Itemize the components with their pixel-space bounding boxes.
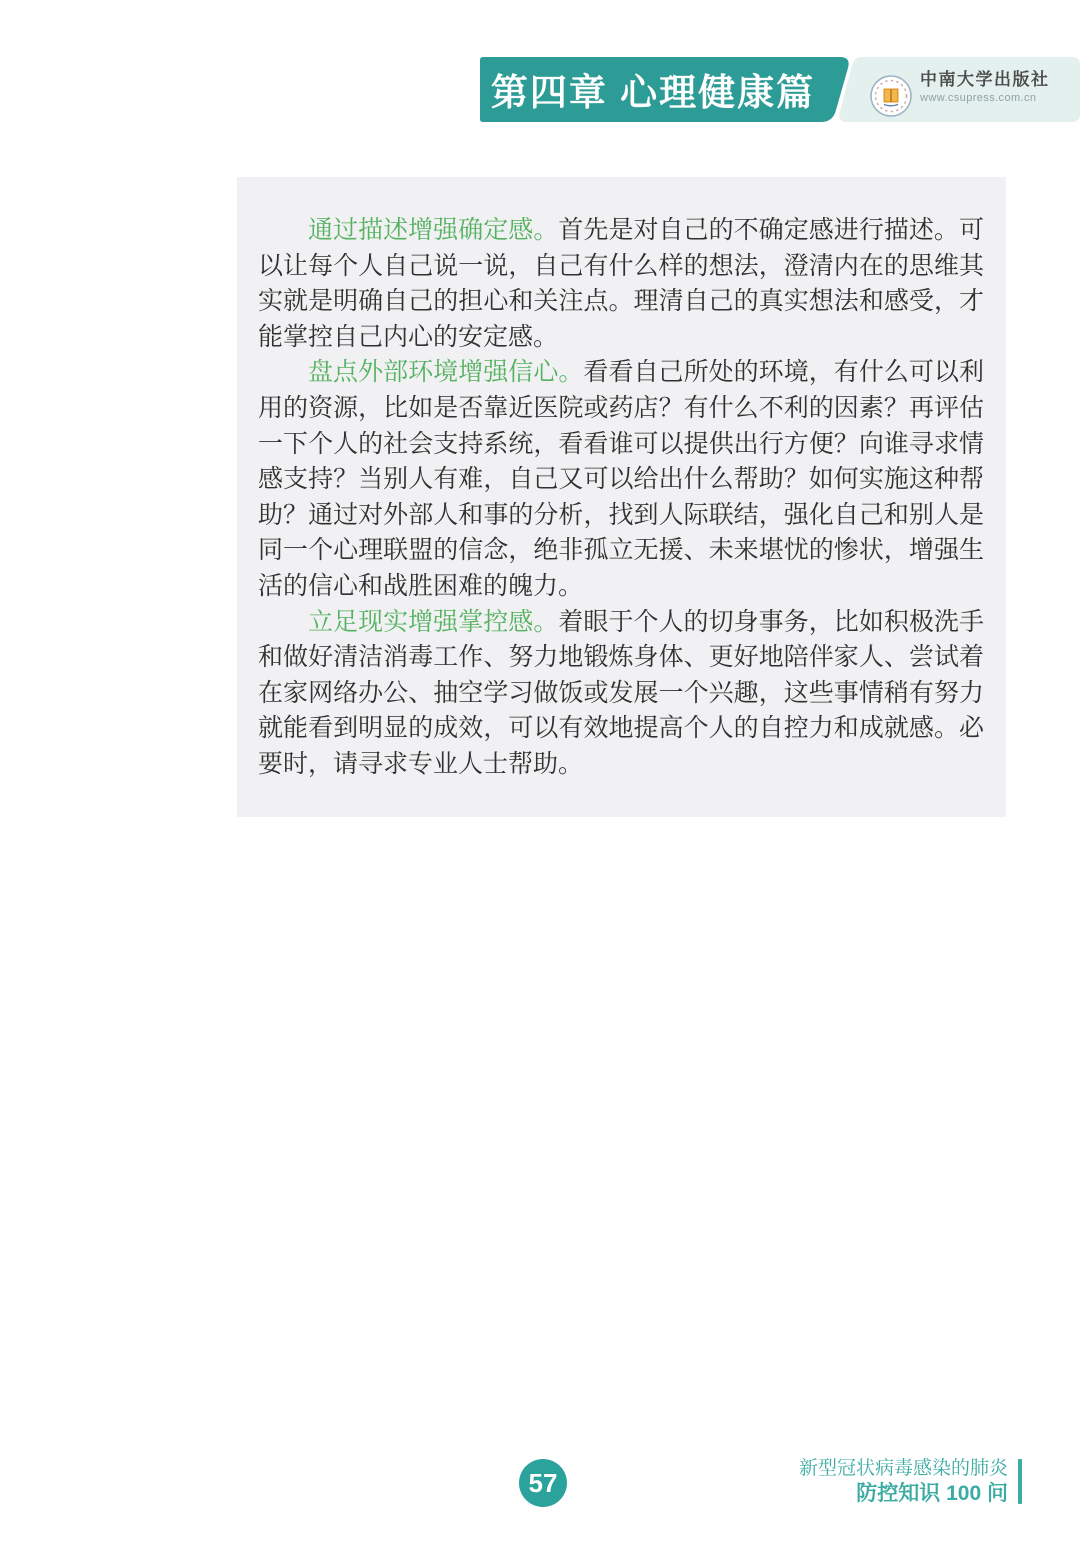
paragraph-body: 看看自己所处的环境，有什么可以利用的资源，比如是否靠近医院或药店？有什么不利的因素？再评估一下个人的社会支持系统，看看谁可以提供出行方便？向谁寻求情感支持？当别人有难，自己又可以给出什么帮助？如何实施这种帮助？通过对外部人和事的分析，找到人际联结，强化自己和别人是同一个心理联盟的信念，绝非孤立无援、未来堪忧的惨状，增强生活的信心和战胜困难的魄力。 <box>258 358 984 600</box>
publisher-panel <box>838 57 1080 122</box>
paragraph-body: 着眼于个人的切身事务，比如积极洗手和做好清洁消毒工作、努力地锻炼身体、更好地陪伴家人、尝试着在家网络办公、抽空学习做饭或发展一个兴趣，这些事情稍有努力就能看到明显的成效，可以有效地提高个人的自控力和成就感。必要时，请寻求专业人士帮助。 <box>258 607 984 778</box>
content-box <box>237 177 1006 817</box>
paragraph-heading: 通过描述增强确定感。 <box>308 216 559 244</box>
paragraph-heading: 盘点外部环境增强信心。 <box>308 358 584 387</box>
book-title <box>799 1457 1018 1506</box>
publisher-website: www.csupress.com.cn <box>920 91 1037 104</box>
paragraph-heading: 立足现实增强掌控感。 <box>308 607 559 636</box>
csu-press-seal-icon <box>870 75 912 117</box>
book-title-line2: 防控知识 100 问 <box>856 1482 1008 1505</box>
paragraph-body: 首先是对自己的不确定感进行描述。可以让每个人自己说一说，自己有什么样的想法，澄清内在的思维其实就是明确自己的担心和关注点。理清自己的真实想法和感受，才能掌控自己内心的安定感。 <box>258 216 984 351</box>
paragraph <box>258 605 984 783</box>
publisher-text-block <box>920 70 1050 104</box>
book-reference <box>799 1457 1022 1506</box>
publisher-name: 中南大学出版社 <box>920 70 1050 89</box>
page-number-badge: 57 <box>519 1459 567 1507</box>
paragraph <box>258 213 984 355</box>
paragraph <box>258 355 984 604</box>
chapter-banner <box>480 57 852 122</box>
book-title-line1: 新型冠状病毒感染的肺炎 <box>798 1458 1008 1479</box>
chapter-title: 第四章 心理健康篇 <box>490 71 816 113</box>
footer-accent-bar <box>1018 1459 1022 1504</box>
